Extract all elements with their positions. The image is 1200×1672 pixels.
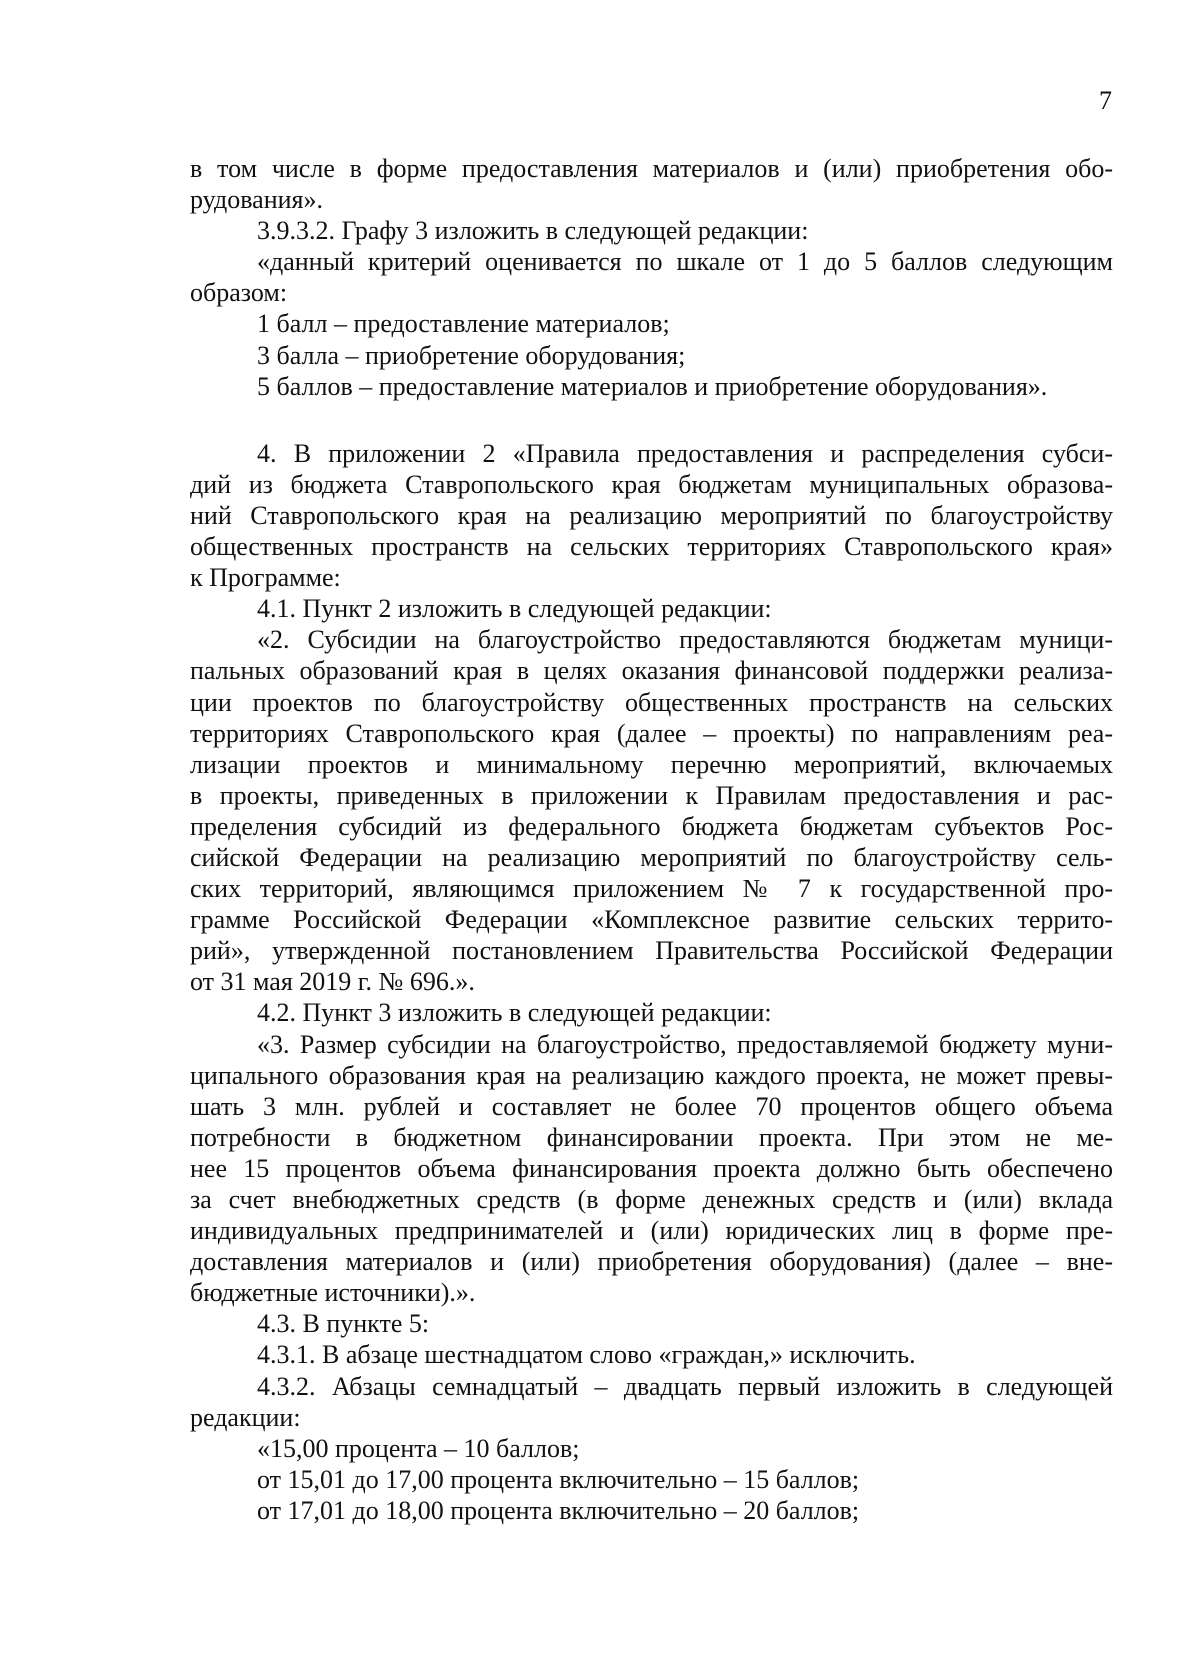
text-line: 4.3.1. В абзаце шестнадцатом слово «граждан,» исключить.	[257, 1340, 916, 1370]
text-line: 1 балл – предоставление материалов;	[257, 309, 670, 339]
text-line: дий из бюджета Ставропольского края бюджетам муниципальных образова-	[190, 469, 1113, 499]
text-line: 4.3. В пункте 5:	[257, 1309, 430, 1339]
text-line: 4.1. Пункт 2 изложить в следующей редакции:	[257, 594, 772, 624]
text-line: в проекты, приведенных в приложении к Правилам предоставления и рас-	[190, 780, 1113, 810]
text-line: нее 15 процентов объема финансирования проекта должно быть обеспечено	[190, 1153, 1113, 1183]
text-line: рудования».	[190, 185, 324, 215]
text-line: сийской Федерации на реализацию мероприятий по благоустройству сель-	[190, 842, 1113, 872]
text-line: потребности в бюджетном финансировании проекта. При этом не ме-	[190, 1122, 1113, 1152]
text-line: «2. Субсидии на благоустройство предоставляются бюджетам муници-	[257, 625, 1113, 655]
text-line: 4.3.2. Абзацы семнадцатый – двадцать первый изложить в следующей	[257, 1371, 1113, 1401]
paragraph-spacer	[190, 402, 1113, 438]
text-line: «данный критерий оценивается по шкале от 1 до 5 баллов следующим	[257, 247, 1113, 277]
text-line: грамме Российской Федерации «Комплексное развитие сельских террито-	[190, 905, 1113, 935]
document-body	[190, 153, 1113, 1526]
text-line: в том числе в форме предоставления материалов и (или) приобретения обо-	[190, 154, 1113, 183]
text-line: пальных образований края в целях оказания финансовой поддержки реализа-	[190, 656, 1113, 686]
text-line: от 17,01 до 18,00 процента включительно – 20 баллов;	[257, 1495, 860, 1525]
page-number: 7	[1099, 86, 1112, 115]
text-line: ципального образования края на реализацию каждого проекта, не может превы-	[190, 1060, 1113, 1090]
text-line: «15,00 процента – 10 баллов;	[257, 1433, 580, 1463]
text-line: образом:	[190, 278, 288, 308]
text-line: 3.9.3.2. Графу 3 изложить в следующей редакции:	[257, 216, 809, 246]
text-line: «3. Размер субсидии на благоустройство, предоставляемой бюджету муни-	[257, 1029, 1113, 1059]
text-line: 3 балла – приобретение оборудования;	[257, 340, 686, 370]
text-line: общественных пространств на сельских территориях Ставропольского края»	[190, 532, 1113, 562]
text-line: шать 3 млн. рублей и составляет не более 70 процентов общего объема	[190, 1091, 1113, 1121]
text-line: 4.2. Пункт 3 изложить в следующей редакции:	[257, 998, 772, 1028]
text-line: территориях Ставропольского края (далее – проекты) по направлениям реа-	[190, 718, 1113, 748]
text-line: индивидуальных предпринимателей и (или) юридических лиц в форме пре-	[190, 1216, 1113, 1246]
text-line: к Программе:	[190, 563, 341, 593]
text-line: рий», утвержденной постановлением Правительства Российской Федерации	[190, 936, 1113, 966]
text-line: за счет внебюджетных средств (в форме денежных средств и (или) вклада	[190, 1185, 1113, 1214]
text-line: 4. В приложении 2 «Правила предоставления и распределения субси-	[257, 438, 1113, 468]
text-line: лизации проектов и минимальному перечню мероприятий, включаемых	[190, 749, 1113, 779]
text-line: ний Ставропольского края на реализацию мероприятий по благоустройству	[190, 500, 1113, 530]
text-line: от 15,01 до 17,00 процента включительно – 15 баллов;	[257, 1464, 860, 1494]
text-line: ции проектов по благоустройству общественных пространств на сельских	[190, 687, 1113, 717]
text-line: пределения субсидий из федерального бюджета бюджетам субъектов Рос-	[190, 811, 1113, 841]
text-line: редакции:	[190, 1402, 301, 1432]
text-line: доставления материалов и (или) приобретения оборудования) (далее – вне-	[190, 1247, 1113, 1277]
text-line: ских территорий, являющимся приложением № 7 к государственной про-	[190, 874, 1113, 904]
text-line: от 31 мая 2019 г. № 696.».	[190, 967, 475, 997]
text-line: 5 баллов – предоставление материалов и приобретение оборудования».	[257, 371, 1048, 401]
text-line: бюджетные источники).».	[190, 1278, 476, 1308]
